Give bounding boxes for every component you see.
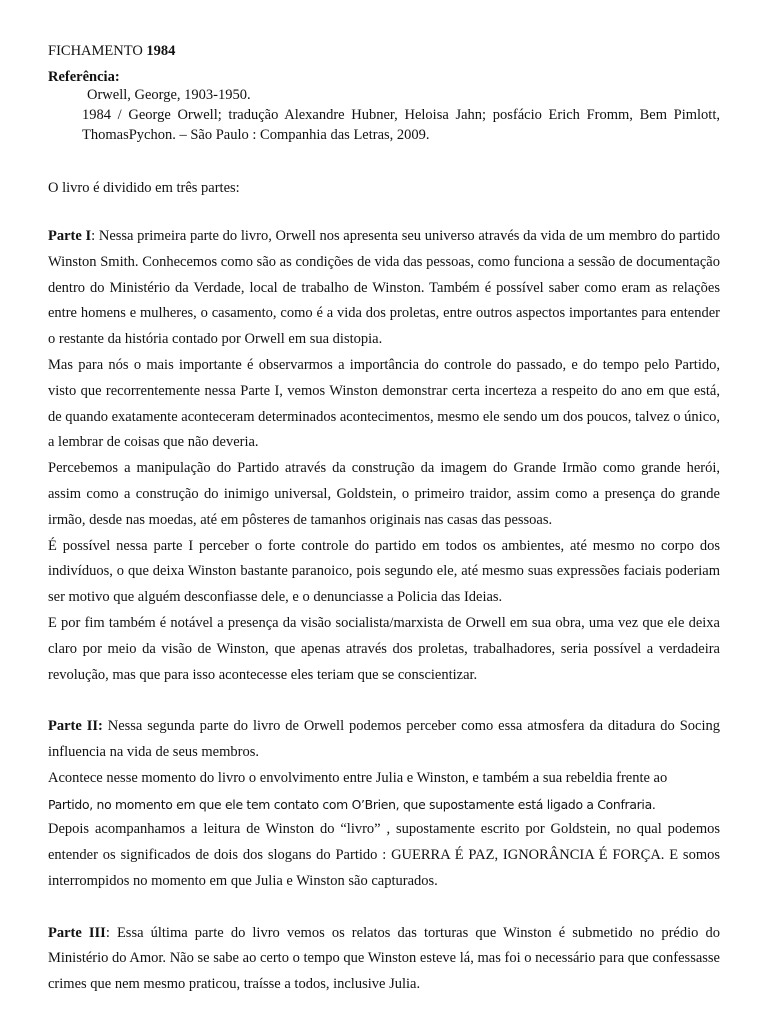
section-parte-2 bbox=[48, 714, 720, 895]
parte3-paragraph-1 bbox=[48, 921, 720, 998]
document-page bbox=[48, 42, 720, 998]
document-title bbox=[48, 42, 720, 60]
parte3-label: Parte III bbox=[48, 924, 106, 941]
title-bold: 1984 bbox=[146, 43, 176, 59]
parte2-text-1: Nessa segunda parte do livro de Orwell podemos perceber como essa atmosfera da ditadura do Socing influencia na vida de seus membros. bbox=[48, 718, 720, 760]
title-prefix: FICHAMENTO bbox=[48, 43, 143, 59]
parte3-text-1: : Essa última parte do livro vemos os relatos das torturas que Winston é submetido no prédio do Ministério do Amor. Não se sabe ao certo o tempo que Winston esteve lá, mas foi o necessário para que confessasse crimes que nem mesmo praticou, traísse a todos, inclusive Julia. bbox=[48, 924, 720, 993]
parte2-paragraph-3: Depois acompanhamos a leitura de Winston do “livro” , supostamente escrito por Goldstein, no qual podemos entender os significados de dois dos slogans do Partido : GUERRA É PAZ, IGNORÂNCIA É FORÇA. E somos interrompidos no momento em que Julia e Winston são capturados. bbox=[48, 821, 720, 889]
reference-author: Orwell, George, 1903-1950. bbox=[87, 87, 251, 103]
parte2-label: Parte II: bbox=[48, 718, 103, 735]
parte1-text-1: : Nessa primeira parte do livro, Orwell nos apresenta seu universo através da vida de um membro do partido Winston Smith. Conhecemos como são as condições de vida das pessoas, como funciona a sessão de documentação dentro do Ministério da Verdade, local de trabalho de Winston. Também é possível saber como eram as relações entre homens e mulheres, o casamento, como é a vida dos proletas, entre outros aspectos importantes para entender o restante da história contado por Orwell em sua distopia. bbox=[48, 228, 720, 348]
intro-text: O livro é dividido em três partes: bbox=[48, 180, 240, 196]
parte2-paragraph-2-continuation: Partido, no momento em que ele tem contato com O’Brien, que supostamente está ligado a Confraria. bbox=[48, 796, 656, 812]
parte1-paragraph-5: E por fim também é notável a presença da visão socialista/marxista de Orwell em sua obra, uma vez que ele deixa claro por meio da visão de Winston, que apenas através dos proletas, trabalhadores, seria possível a verdadeira revolução, mas que para isso acontecesse eles teriam que se conscientizar. bbox=[48, 614, 720, 683]
parte2-paragraph-1 bbox=[48, 714, 720, 766]
parte1-paragraph-1 bbox=[48, 224, 720, 353]
parte1-label: Parte I bbox=[48, 228, 92, 244]
reference-citation: 1984 / George Orwell; tradução Alexandre Hubner, Heloisa Jahn; posfácio Erich Fromm, Bem Pimlott, ThomasPychon. – São Paulo : Companhia das Letras, 2009. bbox=[82, 107, 720, 143]
section-parte-3 bbox=[48, 921, 720, 998]
section-parte-1 bbox=[48, 224, 720, 688]
parte2-paragraph-2: Acontece nesse momento do livro o envolvimento entre Julia e Winston, e também a sua rebeldia frente ao bbox=[48, 769, 668, 786]
parte1-paragraph-4: É possível nessa parte I perceber o forte controle do partido em todos os ambientes, até mesmo no corpo dos indivíduos, o que deixa Winston bastante paranoico, pois segundo ele, até mesmo suas expressões faciais poderiam ser motivo que alguém desconfiasse dele, e o denunciasse a Policia das Ideias. bbox=[48, 537, 720, 606]
reference-label: Referência: bbox=[48, 69, 120, 85]
parte1-paragraph-2: Mas para nós o mais importante é observarmos a importância do controle do passado, e do tempo pelo Partido, visto que recorrentemente nessa Parte I, vemos Winston demonstrar certa incerteza a respeito do ano em que está, de quando exatamente aconteceram determinados acontecimentos, mesmo ele sendo um dos poucos, talvez o único, a lembrar de coisas que não deveria. bbox=[48, 356, 721, 451]
parte1-paragraph-3: Percebemos a manipulação do Partido através da construção da imagem do Grande Irmão como grande herói, assim como a construção do inimigo universal, Goldstein, o primeiro traidor, assim como a presença do grande irmão, desde nas moedas, até em pôsteres de tamanhos originais nas casas das pessoas. bbox=[48, 460, 720, 528]
